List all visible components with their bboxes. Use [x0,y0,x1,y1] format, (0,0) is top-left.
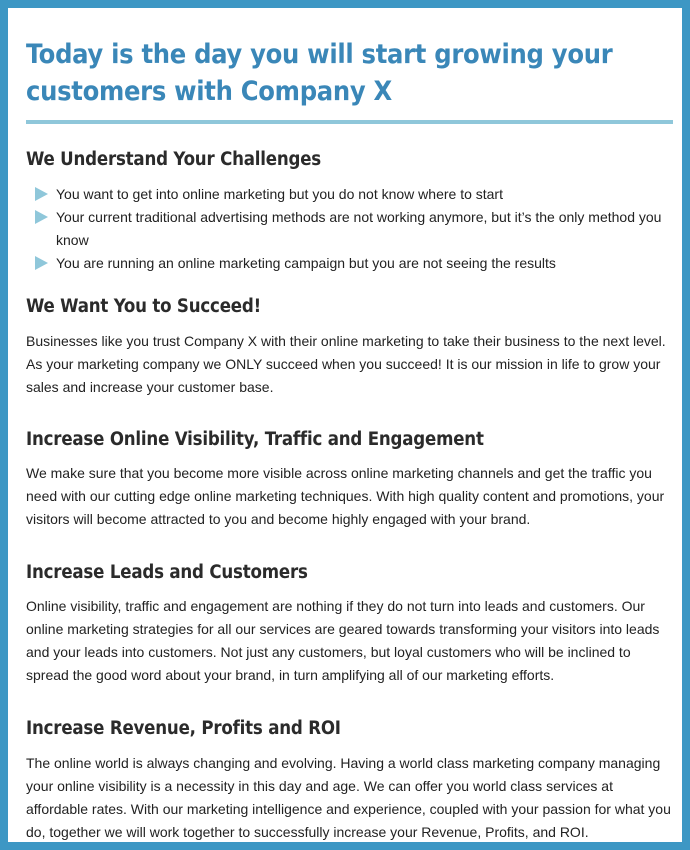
section-heading-leads: Increase Leads and Customers [26,562,308,583]
section-heading-succeed: We Want You to Succeed! [26,296,261,317]
section-body-succeed: Businesses like you trust Company X with their online marketing to take their business to the next level. As your marketing company we ONLY succeed when you succeed! It is our mission in life to grow your sales and increase your customer base. [26,333,666,395]
page-headline: Today is the day you will start growing your customers with Company X [26,39,613,107]
section-body-revenue: The online world is always changing and evolving. Having a world class marketing company managing your online visibility is a necessity in this day and age. We can offer you world class services at affordable rates. With our marketing intelligence and experience, coupled with your passion for what you do, together we will work together to successfully increase your Revenue, Profits, and ROI. [26,755,671,840]
triangle-bullet-icon [35,210,48,224]
list-item [26,252,676,275]
section-heading-revenue: Increase Revenue, Profits and ROI [26,718,341,739]
list-item [26,206,676,252]
section-body-visibility: We make sure that you become more visible across online marketing channels and get the traffic you need with our cutting edge online marketing techniques. With high quality content and promotions, your visitors will become attracted to you and become highly engaged with your brand. [26,465,665,527]
section-body-leads: Online visibility, traffic and engagement are nothing if they do not turn into leads and customers. Our online marketing strategies for all our services are geared towards transforming your visitors into leads and your leads into customers. Not just any customers, but loyal customers who will be inclined to spread the good word about your brand, in turn amplifying all of our marketing efforts. [26,598,660,683]
challenges-list [26,183,676,275]
section-heading-visibility: Increase Online Visibility, Traffic and Engagement [26,429,484,450]
section-heading-challenges: We Understand Your Challenges [26,149,322,170]
triangle-bullet-icon [35,256,48,270]
triangle-bullet-icon [35,187,48,201]
headline-divider [26,120,673,124]
list-item-text: Your current traditional advertising methods are not working anymore, but it’s the only method you know [56,209,662,248]
main-content [26,36,676,844]
list-item-text: You are running an online marketing campaign but you are not seeing the results [56,255,556,271]
list-item [26,183,676,206]
list-item-text: You want to get into online marketing but you do not know where to start [56,186,503,202]
